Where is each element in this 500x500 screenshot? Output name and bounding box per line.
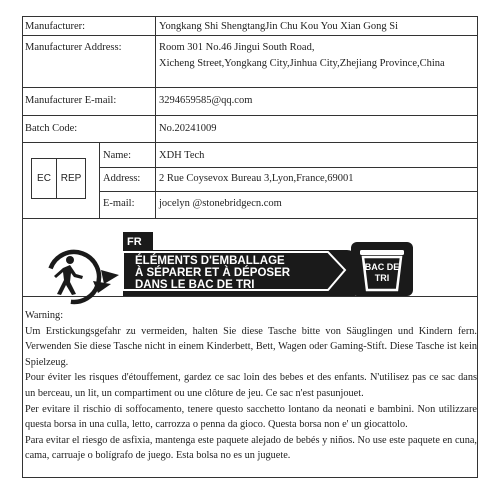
divider [23,218,477,219]
warning-french: Pour éviter les risques d'étouffement, gardez ce sac loin des bebes et des enfants. N'utilisez pas ce sac dans un berceau, un lit, un compartiment ou une clôture de jeu. Ce sac n'est pasunjouet. [25,372,477,399]
ec-rep-email-value: jocelyn @stonebridgecn.com [159,198,282,209]
label-table [22,16,478,478]
ec-rep-name-value: XDH Tech [159,150,205,161]
warning-spanish: Para evitar el riesgo de asfixia, mantenga este paquete alejado de bebés y niños. No use este paquete en cuna, cama, carruaje o bolígrafo de juego. Esta bolsa no es un juguete. [25,434,477,462]
divider [23,35,477,36]
email-label: Manufacturer E-mail: [25,95,117,106]
warning-block [25,308,477,464]
bin-label-line-1: BAC DE [364,262,400,272]
warning-italian: Per evitare il rischio di soffocamento, tenere questo sacchetto lontano da neonati e bambini. Non utilizzare questa borsa in una culla, letto, carrozza o penna da gioco. Questa borsa non e' un giocattolo. [25,403,477,431]
bin-label-line-2: TRI [374,273,390,283]
ec-rep-address-value: 2 Rue Coysevox Bureau 3,Lyon,France,69001 [159,173,354,184]
recycling-banner [123,232,413,296]
ec-rep-symbol-rep: REP [56,158,86,199]
warning-german: Um Erstickungsgefahr zu vermeiden, halten Sie diese Tasche bitte von Säuglingen und Kindern fern. Verwenden Sie diese Tasche nicht in einem Kinderbett, Bett, Wagen oder Gaming-Stift. Diese Tasche ist kein Spielzeug. [25,325,477,368]
divider [99,142,100,218]
manufacturer-label: Manufacturer: [25,21,86,32]
ec-rep-email-label: E-mail: [103,198,135,209]
banner-line-3: DANS LE BAC DE TRI [135,279,255,291]
address-label: Manufacturer Address: [25,42,122,53]
divider [23,87,477,88]
divider [155,17,156,142]
country-code: FR [127,236,142,248]
manufacturer-value: Yongkang Shi ShengtangJin Chu Kou You Xian Gong Si [159,21,399,32]
banner-line-1: ÉLÉMENTS D'EMBALLAGE [135,255,285,267]
divider [23,142,477,143]
ec-rep-symbol-ec: EC [31,158,57,199]
triman-icon [43,247,121,305]
divider [155,142,156,218]
email-value: 3294659585@qq.com [159,95,253,106]
batch-value: No.20241009 [159,123,217,134]
batch-label: Batch Code: [25,123,78,134]
ec-rep-name-label: Name: [103,150,131,161]
banner-line-2: À SÉPARER ET À DÉPOSER [135,267,291,279]
divider [23,115,477,116]
address-line-1: Room 301 No.46 Jingui South Road, [159,42,315,53]
ec-rep-address-label: Address: [103,173,141,184]
address-line-2: Xicheng Street,Yongkang City,Jinhua City,Zhejiang Province,China [159,58,445,69]
warning-title: Warning: [25,310,64,321]
